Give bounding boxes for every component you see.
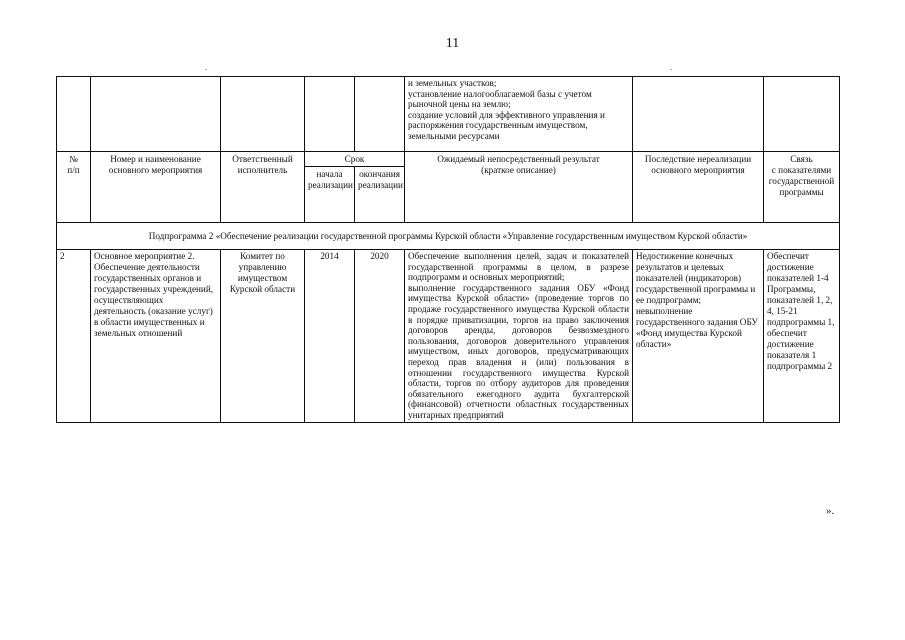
page-number: 11 — [445, 36, 460, 51]
scan-dot: . — [205, 62, 208, 72]
row-name: Основное мероприятие 2. Обеспечение деятельности государственных органов и государственных учреждений, осуществляющих деятельность (оказание услуг) в области имущественных и земельных отношений — [91, 250, 221, 423]
row-no: 2 — [57, 250, 91, 423]
subprogram-row — [57, 223, 840, 250]
header-consequence: Последствие нереализации основного мероприятия — [633, 152, 764, 223]
row-link: Обеспечит достижение показателей 1-4 Программы, показателей 1, 2, 4, 15-21 подпрограммы 1, обеспечит достижение показателя 1 подпрограммы 2 — [764, 250, 840, 423]
header-row — [57, 152, 840, 167]
row-result: Обеспечение выполнения целей, задач и показателей государственной программы в целом, в разрезе подпрограмм и основных мероприятий; выполнение государственного задания ОБУ «Фонд имущества Курской области» (проведение торгов по продаже государственного имущества Курской области в порядке приватизации, торгов на право заключения договоров аренды, договоров безвозмездного пользования, договоров доверительного управления имуществом, иных договоров, предусматривающих переход прав владения и (или) пользования в отношении государственного имущества Курской области, торгов по отбору аудиторов для проведения обязательного ежегодного аудита бухгалтерской (финансовой) отчетности областных государственных унитарных предприятий — [405, 250, 633, 423]
header-end: окончания реализации — [355, 167, 405, 223]
row-start: 2014 — [305, 250, 355, 423]
row-end: 2020 — [355, 250, 405, 423]
row-consequence: Недостижение конечных результатов и целевых показателей (индикаторов) государственной программы и ее подпрограмм; невыполнение государственного задания ОБУ «Фонд имущества Курской области» — [633, 250, 764, 423]
header-term: Срок — [305, 152, 405, 167]
closing-quote: ». — [826, 505, 835, 517]
header-link: Связь с показателями государственной программы — [764, 152, 840, 223]
header-result: Ожидаемый непосредственный результат (краткое описание) — [405, 152, 633, 223]
scan-dot: . — [670, 62, 673, 72]
table-row — [57, 250, 840, 423]
header-start: начала реализации — [305, 167, 355, 223]
row-responsible: Комитет по управлению имуществом Курской области — [221, 250, 305, 423]
header-no: № п/п — [57, 152, 91, 223]
header-name: Номер и наименование основного мероприятия — [91, 152, 221, 223]
subprogram-title: Подпрограмма 2 «Обеспечение реализации государственной программы Курской области «Управление государственным имуществом Курской области» — [57, 223, 840, 250]
continuation-row — [57, 77, 840, 152]
measures-table — [56, 76, 840, 423]
continuation-text: и земельных участков; установление налогооблагаемой базы с учетом рыночной цены на землю; создание условий для эффективного управления и распоряжения государственным имуществом, земельными ресурсами — [405, 77, 633, 152]
header-responsible: Ответственный исполнитель — [221, 152, 305, 223]
